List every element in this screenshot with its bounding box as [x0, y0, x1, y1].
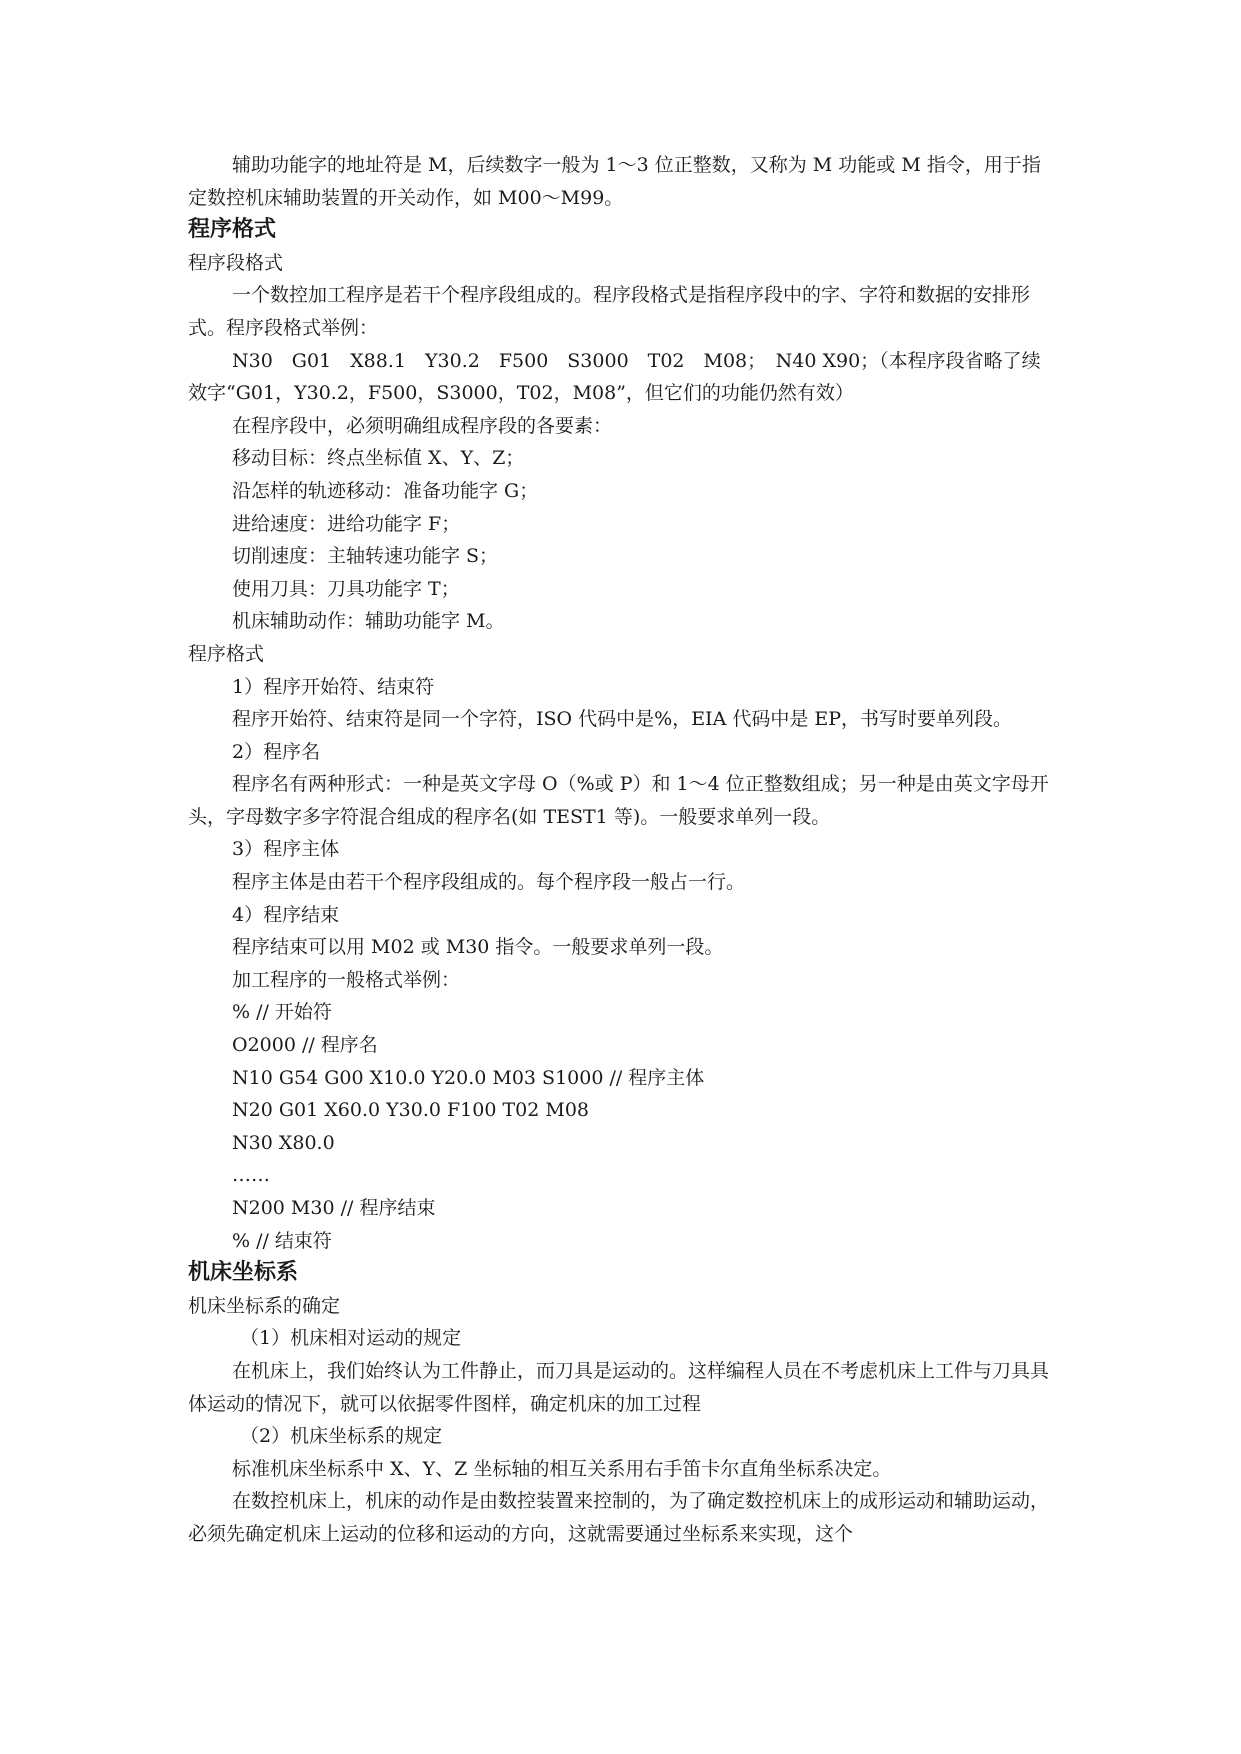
paragraph: N30 G01 X88.1 Y30.2 F500 S3000 T02 M08； N40 X90；（本程序段省略了续效字“G01，Y30.2，F500，S3000，T02，M08”，但它们的功能仍然有效）	[188, 349, 1041, 405]
paragraph: 使用刀具：刀具功能字 T；	[232, 577, 460, 600]
section-heading: 程序格式	[188, 217, 277, 243]
subsection-heading: 程序格式	[188, 642, 265, 665]
paragraph: 进给速度：进给功能字 F；	[232, 512, 461, 535]
paragraph: 在数控机床上，机床的动作是由数控装置来控制的，为了确定数控机床上的成形运动和辅助运动，必须先确定机床上运动的位移和运动的方向，这就需要通过坐标系来实现，这个	[188, 1490, 1050, 1545]
paragraph: 机床辅助动作：辅助功能字 M。	[232, 610, 505, 633]
paragraph: 程序开始符、结束符是同一个字符，ISO 代码中是%，EIA 代码中是 EP，书写时要单列段。	[232, 708, 1013, 731]
paragraph: % // 开始符	[232, 1001, 332, 1024]
paragraph: 加工程序的一般格式举例：	[232, 968, 461, 991]
subsection-heading: 程序段格式	[188, 251, 284, 274]
subsection-heading: 机床坐标系的确定	[188, 1294, 341, 1317]
paragraph: N30 X80.0	[232, 1131, 335, 1154]
paragraph: O2000 // 程序名	[232, 1034, 378, 1057]
paragraph: 程序主体是由若干个程序段组成的。每个程序段一般占一行。	[232, 871, 746, 894]
paragraph: （1）机床相对运动的规定	[240, 1327, 462, 1350]
paragraph: 1）程序开始符、结束符	[232, 675, 435, 698]
section-heading: 机床坐标系	[188, 1260, 299, 1286]
paragraph: N20 G01 X60.0 Y30.0 F100 T02 M08	[232, 1099, 590, 1122]
paragraph: N200 M30 // 程序结束	[232, 1197, 436, 1219]
paragraph: N10 G54 G00 X10.0 Y20.0 M03 S1000 // 程序主体	[232, 1066, 705, 1089]
paragraph: ……	[232, 1164, 270, 1187]
paragraph: 标准机床坐标系中 X、Y、Z 坐标轴的相互关系用右手笛卡尔直角坐标系决定。	[232, 1457, 892, 1480]
paragraph: （2）机床坐标系的规定	[240, 1425, 443, 1448]
paragraph: 沿怎样的轨迹移动：准备功能字 G；	[232, 479, 539, 502]
paragraph: 辅助功能字的地址符是 M，后续数字一般为 1～3 位正整数，又称为 M 功能或 M 指令，用于指定数控机床辅助装置的开关动作，如 M00～M99。	[188, 154, 1041, 209]
paragraph: 2）程序名	[232, 740, 321, 763]
paragraph: 4）程序结束	[232, 903, 340, 926]
paragraph: 在程序段中，必须明确组成程序段的各要素：	[232, 414, 613, 437]
paragraph: 程序结束可以用 M02 或 M30 指令。一般要求单列一段。	[232, 936, 724, 959]
paragraph: % // 结束符	[232, 1229, 332, 1252]
paragraph: 移动目标：终点坐标值 X、Y、Z；	[232, 447, 525, 470]
paragraph: 在机床上，我们始终认为工件静止，而刀具是运动的。这样编程人员在不考虑机床上工件与刀具具体运动的情况下，就可以依据零件图样，确定机床的加工过程	[188, 1359, 1050, 1415]
paragraph: 一个数控加工程序是若干个程序段组成的。程序段格式是指程序段中的字、字符和数据的安排形式。程序段格式举例：	[188, 284, 1031, 339]
paragraph: 3）程序主体	[232, 838, 340, 861]
paragraph: 切削速度：主轴转速功能字 S；	[232, 545, 499, 568]
paragraph: 程序名有两种形式：一种是英文字母 O（%或 P）和 1～4 位正整数组成；另一种是由英文字母开头，字母数字多字符混合组成的程序名(如 TEST1 等)。一般要求单列一段。	[188, 773, 1049, 828]
document-page	[188, 149, 1058, 1551]
